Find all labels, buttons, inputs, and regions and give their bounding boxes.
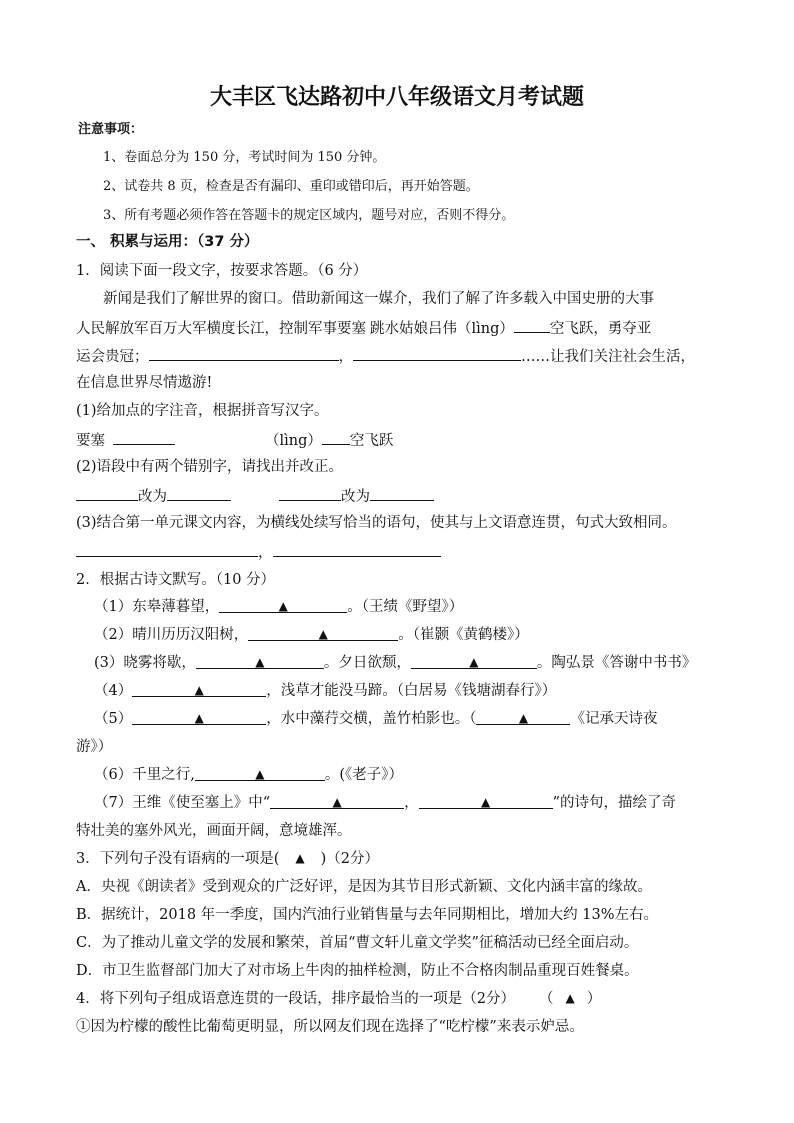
q2-text: ”的诗句，描绘了奇 <box>552 795 677 811</box>
q1-text: 改为 <box>341 489 370 505</box>
q1-text: 跳水姑娘吕伟（lìng） <box>370 321 514 337</box>
notes-heading: 注意事项： <box>78 122 144 137</box>
q2-stem: 2．根据古诗文默写。（10 分） <box>76 572 276 588</box>
q4-item-1: ①因为柠檬的酸性比葡萄更明显，所以网友们现在选择了“吃柠檬”来表示妒忌。 <box>76 1019 584 1035</box>
q2-line-7-cont: 特壮美的塞外风光，画面开阔，意境雄浑。 <box>76 823 352 839</box>
q1-sub3: (3)结合第一单元课文内容，为横线处续写恰当的语句，使其与上文语意连贯，句式大致相同。 <box>76 515 677 531</box>
q3-option-b: B．据统计，2018 年一季度，国内汽油行业销售量与去年同期相比，增加大约 13%左右。 <box>76 907 659 923</box>
q2-line-4 <box>94 681 556 701</box>
triangle-icon[interactable]: ▲ <box>295 851 305 865</box>
page-title: 大丰区飞达路初中八年级语文月考试题 <box>209 85 584 110</box>
q2-text: （2）晴川历历汉阳树， <box>94 627 249 643</box>
q1-text: （lìng） <box>265 433 322 449</box>
q2-blank[interactable] <box>419 793 553 809</box>
q2-line-7 <box>94 793 676 813</box>
q1-blank[interactable] <box>370 485 434 501</box>
q1-sub2: (2)语段中有两个错别字，请找出并改正。 <box>76 459 344 475</box>
q1-sub1: (1)给加点的字注音，根据拼音写汉字。 <box>76 403 329 419</box>
q1-blank[interactable] <box>113 429 175 445</box>
triangle-icon: ▲ <box>255 655 265 669</box>
q1-text: ， <box>258 545 273 561</box>
q2-line-5-cont: 游》） <box>76 739 113 755</box>
q2-text: 。夕日欲颓， <box>323 655 411 671</box>
triangle-icon: ▲ <box>194 683 204 697</box>
q2-text: ， <box>404 795 419 811</box>
q1-blank[interactable] <box>76 485 138 501</box>
q1-blank[interactable] <box>149 345 339 361</box>
q2-line-5 <box>94 709 657 729</box>
q2-text: （4） <box>94 683 133 699</box>
section-heading: 一、 积累与运用：（37 分） <box>76 234 259 250</box>
q1-text: ……让我们关注社会生活， <box>521 349 695 365</box>
triangle-icon: ▲ <box>469 655 479 669</box>
q4-stem <box>76 989 601 1009</box>
q2-text: 。（王绩《野望》） <box>347 599 464 615</box>
triangle-icon: ▲ <box>278 599 288 613</box>
q2-blank[interactable] <box>195 765 325 781</box>
triangle-icon: ▲ <box>518 711 529 725</box>
q2-text: （7）王维《使至塞上》中“ <box>94 795 271 811</box>
q3-option-a: A．央视《朗读者》受到观众的广泛好评，是因为其节目形式新颖、文化内涵丰富的缘故。 <box>76 879 652 895</box>
triangle-icon: ▲ <box>194 711 204 725</box>
q2-blank[interactable] <box>270 793 404 809</box>
q2-text: ，水中藻荇交横，盖竹柏影也。（ <box>266 711 477 727</box>
q2-line-2 <box>94 625 529 645</box>
q2-text: （6）千里之行, <box>94 767 195 783</box>
q1-paragraph-line-2 <box>76 317 651 339</box>
q1-text: 人民解放军百万大军横度长江，控制军事要塞 <box>76 321 366 337</box>
q2-text: （1）东皋薄暮望， <box>94 599 220 615</box>
q1-blank[interactable] <box>322 429 350 445</box>
q1-blank[interactable] <box>167 485 231 501</box>
q3-stem <box>76 849 379 869</box>
q1-text: 空飞跃，勇夺亚 <box>549 321 652 337</box>
triangle-icon[interactable]: ▲ <box>565 991 575 1005</box>
q2-text: 。陶弘景《答谢中书书》 <box>536 655 697 671</box>
q1-blank[interactable] <box>279 485 341 501</box>
q2-blank[interactable] <box>476 709 570 725</box>
q1-sub3-answer-row <box>76 541 441 563</box>
q3-option-d: D．市卫生监督部门加大了对市场上牛肉的抽样检测，防止不合格肉制品重现百姓餐桌。 <box>76 963 639 979</box>
q2-line-6 <box>94 765 403 785</box>
triangle-icon: ▲ <box>255 767 265 781</box>
q3-text: )（2分） <box>320 851 380 867</box>
q1-blank[interactable] <box>353 345 521 361</box>
q1-text: 空飞跃 <box>349 433 394 449</box>
q1-blank[interactable] <box>76 541 258 557</box>
q1-text: ， <box>338 349 353 365</box>
note-item-3: 3、所有考题必须作答在答题卡的规定区域内，题号对应，否则不得分。 <box>103 208 515 223</box>
triangle-icon: ▲ <box>332 795 342 809</box>
q2-line-1 <box>94 597 463 617</box>
q2-blank[interactable] <box>411 653 537 669</box>
q1-paragraph-line-4: 在信息世界尽情遨游! <box>76 375 213 391</box>
q1-sub1-answer-row <box>76 429 393 451</box>
q2-text: （5） <box>94 711 133 727</box>
q1-text: 运会贵冠； <box>76 349 149 365</box>
q2-blank[interactable] <box>132 681 266 697</box>
q1-blank[interactable] <box>514 317 550 333</box>
q4-text: 4．将下列句子组成语意连贯的一段话，排序最恰当的一项是（2分） <box>76 991 515 1007</box>
triangle-icon: ▲ <box>318 627 328 641</box>
q2-blank[interactable] <box>196 653 324 669</box>
q3-text: 3．下列句子没有语病的一项是( <box>76 851 280 867</box>
triangle-icon: ▲ <box>481 795 491 809</box>
q2-text: 。（崔颢《黄鹤楼》） <box>398 627 529 643</box>
q1-paragraph-line-3 <box>76 345 695 367</box>
q1-blank[interactable] <box>273 541 441 557</box>
q4-text: ） <box>586 991 602 1007</box>
q2-blank[interactable] <box>132 709 266 725</box>
q1-paragraph-line-1: 新闻是我们了解世界的窗口。借助新闻这一媒介，我们了解了许多载入中国史册的大事 <box>103 291 654 307</box>
q2-text: 。(《老子》） <box>324 767 404 783</box>
q2-line-3 <box>94 653 696 673</box>
q3-option-c: C．为了推动儿童文学的发展和繁荣，首届“曹文轩儿童文学奖”征稿活动已经全面启动。 <box>76 935 639 951</box>
q2-text: (3）晓雾将歇， <box>94 655 196 671</box>
q1-stem: 1．阅读下面一段文字，按要求答题。（6 分） <box>76 263 368 279</box>
q2-blank[interactable] <box>219 597 347 613</box>
q1-text: 改为 <box>138 489 167 505</box>
q4-text: （ <box>538 991 554 1007</box>
note-item-2: 2、试卷共 8 页，检查是否有漏印、重印或错印后，再开始答题。 <box>103 179 479 194</box>
q2-text: ，浅草才能没马蹄。（白居易《钱塘湖春行》） <box>266 683 557 699</box>
q2-text: 《记承天诗夜 <box>570 711 658 727</box>
q2-blank[interactable] <box>248 625 398 641</box>
q1-text: 要塞 <box>76 433 105 449</box>
note-item-1: 1、卷面总分为 150 分，考试时间为 150 分钟。 <box>103 150 386 165</box>
q1-sub2-answer-row <box>76 485 434 507</box>
